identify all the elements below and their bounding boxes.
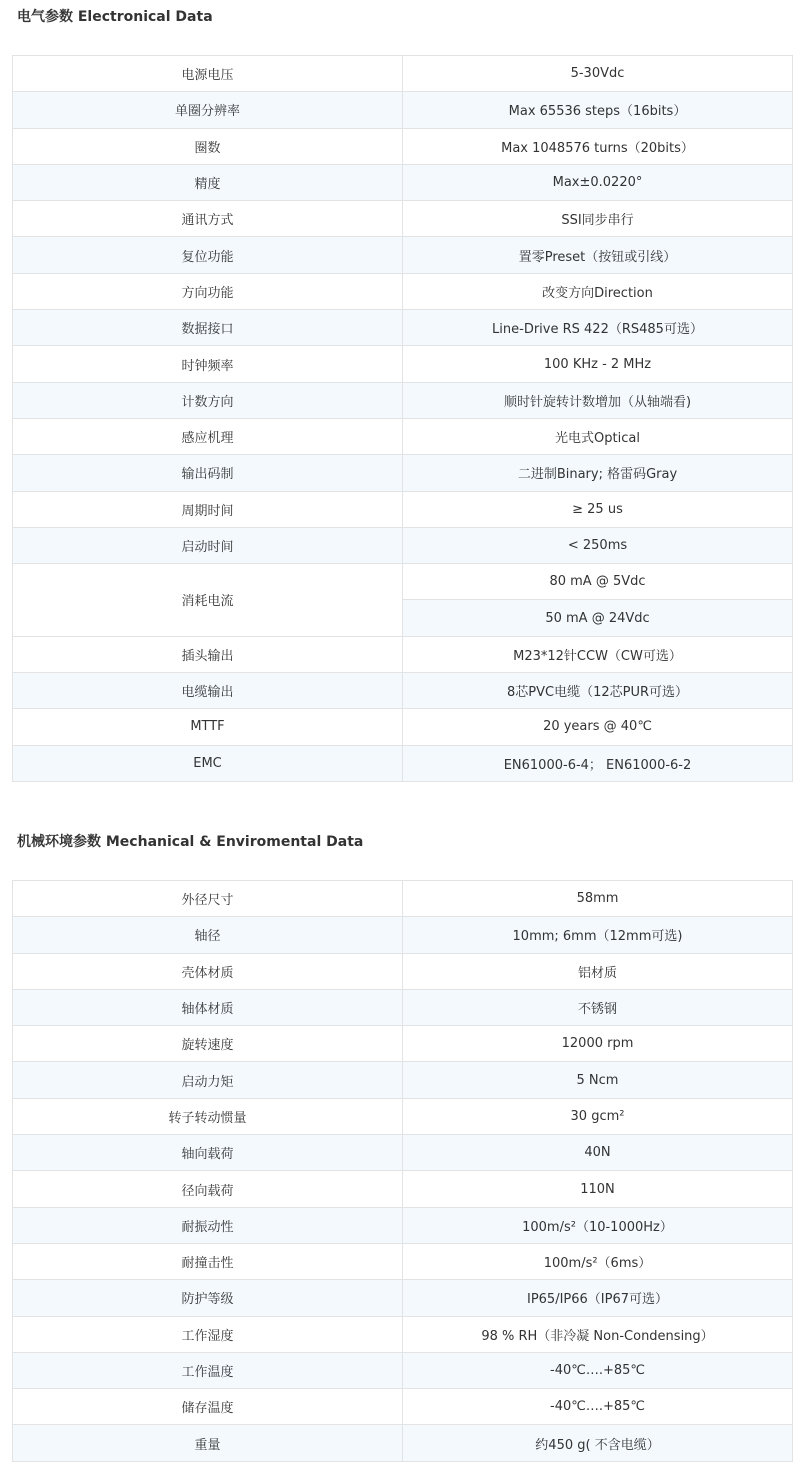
- spec-label: 方向功能: [13, 273, 403, 309]
- table-row: [13, 881, 793, 917]
- spec-label: 单圈分辨率: [13, 92, 403, 128]
- table-row: [13, 527, 793, 563]
- spec-label: 周期时间: [13, 491, 403, 527]
- spec-label: EMC: [13, 745, 403, 781]
- spec-label: 径向载荷: [13, 1171, 403, 1207]
- spec-label: 通讯方式: [13, 201, 403, 237]
- spec-label: 防护等级: [13, 1280, 403, 1316]
- spec-value: 100m/s²（10-1000Hz）: [403, 1207, 793, 1243]
- table-row: [13, 953, 793, 989]
- spec-label: 轴向载荷: [13, 1135, 403, 1171]
- electrical-spec-table: [12, 55, 793, 782]
- table-row: [13, 237, 793, 273]
- table-row: [13, 128, 793, 164]
- spec-value: 50 mA @ 24Vdc: [403, 600, 793, 636]
- table-row: [13, 1352, 793, 1388]
- table-row: [13, 673, 793, 709]
- spec-label: 工作温度: [13, 1352, 403, 1388]
- spec-value: M23*12针CCW（CW可选）: [403, 636, 793, 672]
- spec-label: 精度: [13, 164, 403, 200]
- table-row: [13, 310, 793, 346]
- spec-label: 耐振动性: [13, 1207, 403, 1243]
- spec-value: 5-30Vdc: [403, 56, 793, 92]
- spec-label: 启动力矩: [13, 1062, 403, 1098]
- table-row: [13, 56, 793, 92]
- spec-value: 顺时针旋转计数增加（从轴端看): [403, 382, 793, 418]
- spec-label: 启动时间: [13, 527, 403, 563]
- spec-label: 圈数: [13, 128, 403, 164]
- spec-value: 40N: [403, 1135, 793, 1171]
- table-row: [13, 1062, 793, 1098]
- spec-value: 20 years @ 40℃: [403, 709, 793, 745]
- spec-value: -40℃….+85℃: [403, 1389, 793, 1425]
- table-row: [13, 1026, 793, 1062]
- spec-value: Line-Drive RS 422（RS485可选）: [403, 310, 793, 346]
- spec-value: 30 gcm²: [403, 1098, 793, 1134]
- spec-label: MTTF: [13, 709, 403, 745]
- spec-value: Max±0.0220°: [403, 164, 793, 200]
- spec-value: 约450 g( 不含电缆）: [403, 1425, 793, 1461]
- mechanical-section-title: 机械环境参数 Mechanical & Enviromental Data: [17, 834, 364, 850]
- spec-label: 工作湿度: [13, 1316, 403, 1352]
- spec-label: 重量: [13, 1425, 403, 1461]
- table-row: [13, 273, 793, 309]
- spec-value: 8芯PVC电缆（12芯PUR可选）: [403, 673, 793, 709]
- spec-label: 电源电压: [13, 56, 403, 92]
- spec-label: 耐撞击性: [13, 1243, 403, 1279]
- table-row: [13, 1316, 793, 1352]
- spec-label: 时钟频率: [13, 346, 403, 382]
- table-row: [13, 1389, 793, 1425]
- spec-label: 电缆输出: [13, 673, 403, 709]
- spec-value: 5 Ncm: [403, 1062, 793, 1098]
- spec-label: 输出码制: [13, 455, 403, 491]
- table-row: [13, 1280, 793, 1316]
- table-row: [13, 346, 793, 382]
- spec-value: Max 65536 steps（16bits）: [403, 92, 793, 128]
- table-row: [13, 491, 793, 527]
- spec-value: 10mm; 6mm（12mm可选): [403, 917, 793, 953]
- spec-label: 数据接口: [13, 310, 403, 346]
- spec-value: SSI同步串行: [403, 201, 793, 237]
- spec-label: 感应机理: [13, 418, 403, 454]
- spec-label: 计数方向: [13, 382, 403, 418]
- spec-value: 100 KHz - 2 MHz: [403, 346, 793, 382]
- spec-label: 插头输出: [13, 636, 403, 672]
- spec-value: 置零Preset（按钮或引线）: [403, 237, 793, 273]
- table-row: [13, 917, 793, 953]
- spec-value: 110N: [403, 1171, 793, 1207]
- table-row: [13, 1171, 793, 1207]
- table-row: [13, 418, 793, 454]
- spec-label: 轴径: [13, 917, 403, 953]
- table-row: [13, 564, 793, 600]
- spec-value: 12000 rpm: [403, 1026, 793, 1062]
- table-row: [13, 709, 793, 745]
- table-row: [13, 1135, 793, 1171]
- spec-label: 旋转速度: [13, 1026, 403, 1062]
- table-row: [13, 164, 793, 200]
- table-row: [13, 201, 793, 237]
- table-row: [13, 1425, 793, 1461]
- electrical-section-title: 电气参数 Electronical Data: [17, 9, 213, 25]
- spec-value: 58mm: [403, 881, 793, 917]
- table-row: [13, 382, 793, 418]
- spec-value: -40℃….+85℃: [403, 1352, 793, 1388]
- table-row: [13, 455, 793, 491]
- table-row: [13, 1207, 793, 1243]
- mechanical-spec-table: [12, 880, 793, 1462]
- table-row: [13, 989, 793, 1025]
- spec-value: 不锈钢: [403, 989, 793, 1025]
- table-row: [13, 1243, 793, 1279]
- spec-value: Max 1048576 turns（20bits）: [403, 128, 793, 164]
- table-row: [13, 636, 793, 672]
- spec-value: 80 mA @ 5Vdc: [403, 564, 793, 600]
- spec-value: 100m/s²（6ms）: [403, 1243, 793, 1279]
- spec-value: EN61000-6-4； EN61000-6-2: [403, 745, 793, 781]
- spec-label: 转子转动惯量: [13, 1098, 403, 1134]
- table-row: [13, 1098, 793, 1134]
- table-row: [13, 745, 793, 781]
- spec-value: ≥ 25 us: [403, 491, 793, 527]
- spec-value: 二进制Binary; 格雷码Gray: [403, 455, 793, 491]
- spec-label: 储存温度: [13, 1389, 403, 1425]
- spec-label: 轴体材质: [13, 989, 403, 1025]
- spec-label: 外径尺寸: [13, 881, 403, 917]
- spec-label: 消耗电流: [13, 564, 403, 637]
- spec-value: 98 % RH（非冷凝 Non-Condensing）: [403, 1316, 793, 1352]
- spec-label: 复位功能: [13, 237, 403, 273]
- spec-value: IP65/IP66（IP67可选）: [403, 1280, 793, 1316]
- table-row: [13, 92, 793, 128]
- spec-label: 壳体材质: [13, 953, 403, 989]
- spec-value: 改变方向Direction: [403, 273, 793, 309]
- spec-value: < 250ms: [403, 527, 793, 563]
- spec-value: 铝材质: [403, 953, 793, 989]
- spec-value: 光电式Optical: [403, 418, 793, 454]
